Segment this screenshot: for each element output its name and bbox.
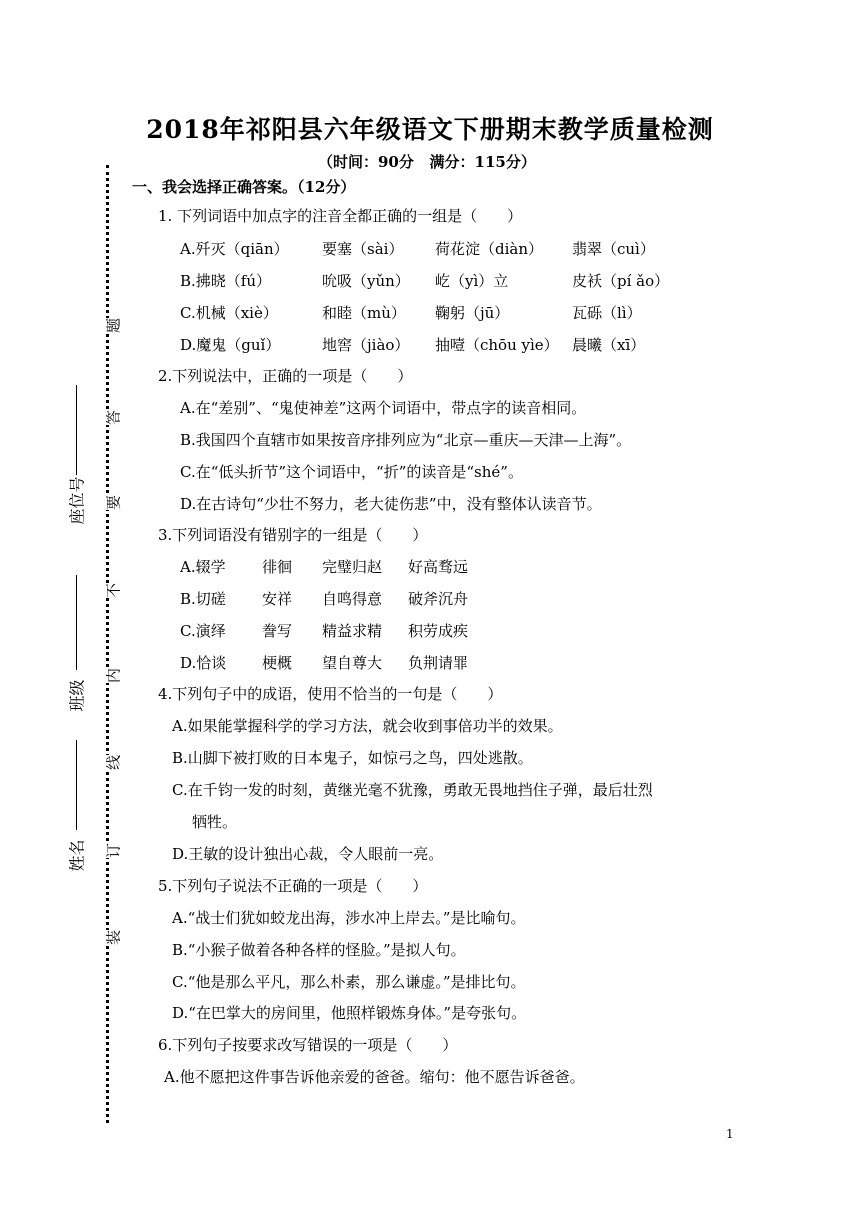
binding-word: 内: [102, 668, 126, 683]
option-text: C.“他是那么平凡，那么朴素，那么谦虚。”是排比句。: [172, 973, 526, 991]
binding-word: 答: [102, 410, 126, 425]
option-text: C.在千钧一发的时刻，黄继光毫不犹豫，勇敢无畏地挡住子弹，最后壮烈: [172, 781, 653, 799]
option-cell: 抽噎（chōu yìe）: [435, 336, 559, 354]
option-cell: 荷花淀（diàn）: [435, 240, 544, 258]
binding-dotted-line: [106, 165, 109, 1123]
question-stem: 5.下列句子说法不正确的一项是（ ）: [158, 877, 428, 895]
class-blank[interactable]: [76, 575, 77, 670]
binding-word: 订: [102, 843, 126, 858]
question-stem: 4.下列句子中的成语，使用不恰当的一句是（ ）: [158, 685, 503, 703]
option-text: A.他不愿把这件事告诉他亲爱的爸爸。缩句：他不愿告诉爸爸。: [164, 1068, 585, 1086]
name-blank[interactable]: [76, 740, 77, 830]
option-cell: 鞠躬（jū）: [435, 304, 510, 322]
binding-word: 要: [102, 495, 126, 510]
option-text: D.王敏的设计独出心裁，令人眼前一亮。: [172, 845, 444, 863]
option-cell: 安祥: [262, 590, 293, 608]
option-cell: 吮吸（yǔn）: [322, 272, 410, 290]
option-text: D.“在巴掌大的房间里，他照样锻炼身体。”是夸张句。: [172, 1004, 527, 1022]
question-stem: 2.下列说法中，正确的一项是（ ）: [158, 367, 413, 385]
option-cell: 完璧归赵: [322, 558, 383, 576]
binding-word: 线: [102, 755, 126, 770]
class-field[interactable]: [62, 575, 90, 721]
seat-number-label: 座位号: [67, 476, 87, 525]
option-cell: C.演绎: [180, 622, 226, 640]
option-cell: A.辍学: [180, 558, 226, 576]
option-cell: 皮袄（pí ǎo）: [572, 272, 670, 290]
option-text: A.在“差别”、“鬼使神差”这两个词语中，带点字的读音相同。: [180, 399, 587, 417]
class-label: 班级: [67, 679, 87, 712]
option-text: B.“小猴子做着各种各样的怪脸。”是拟人句。: [172, 941, 466, 959]
page-title: 2018年祁阳县六年级语文下册期末教学质量检测: [146, 115, 714, 144]
option-cell: B.拂晓（fú）: [180, 272, 272, 290]
option-cell: 屹（yì）立: [435, 272, 509, 290]
option-cell: 瓦砾（lì）: [572, 304, 642, 322]
option-cell: D.魔鬼（guǐ）: [180, 336, 281, 354]
option-cell: 地窖（jiào）: [322, 336, 410, 354]
name-field[interactable]: [62, 740, 90, 881]
option-text: D.在古诗句“少壮不努力，老大徒伤悲”中，没有整体认读音节。: [180, 495, 602, 513]
option-cell: 积劳成疾: [408, 622, 469, 640]
section-heading: 一、我会选择正确答案。（12分）: [132, 178, 356, 196]
binding-word: 装: [102, 930, 126, 945]
option-cell: 徘徊: [262, 558, 293, 576]
option-cell: 望自尊大: [322, 654, 383, 672]
option-cell: D.恰谈: [180, 654, 227, 672]
seat-number-field[interactable]: [62, 385, 90, 526]
seat-number-blank[interactable]: [76, 385, 77, 475]
option-text: A.“战士们犹如蛟龙出海，涉水冲上岸去。”是比喻句。: [172, 909, 526, 927]
option-cell: 负荆请罪: [408, 654, 469, 672]
question-stem: 1. 下列词语中加点字的注音全都正确的一组是（ ）: [158, 207, 523, 225]
option-cell: A.歼灭（qiān）: [180, 240, 289, 258]
option-cell: C.机械（xiè）: [180, 304, 278, 322]
option-cell: 和睦（mù）: [322, 304, 406, 322]
option-cell: 好高骛远: [408, 558, 469, 576]
option-cell: 梗概: [262, 654, 293, 672]
option-cell: B.切磋: [180, 590, 226, 608]
option-cell: 破斧沉舟: [408, 590, 469, 608]
question-stem: 6.下列句子按要求改写错误的一项是（ ）: [158, 1036, 458, 1054]
page-number: 1: [726, 1127, 734, 1141]
option-cell: 要塞（sài）: [322, 240, 404, 258]
binding-word: 不: [102, 583, 126, 598]
exam-info: （时间：90分 满分：115分）: [318, 153, 536, 171]
option-text: A.如果能掌握科学的学习方法，就会收到事倍功半的效果。: [172, 717, 563, 735]
name-label: 姓名: [67, 839, 87, 872]
option-text: B.我国四个直辖市如果按音序排列应为“北京—重庆—天津—上海”。: [180, 431, 632, 449]
option-cell: 晨曦（xī）: [572, 336, 646, 354]
option-text: B.山脚下被打败的日本鬼子，如惊弓之鸟，四处逃散。: [172, 749, 533, 767]
option-text-continued: 牺牲。: [192, 813, 238, 831]
option-cell: 自鸣得意: [322, 590, 383, 608]
option-text: C.在“低头折节”这个词语中，“折”的读音是“shé”。: [180, 463, 523, 481]
option-cell: 誊写: [262, 622, 293, 640]
option-cell: 精益求精: [322, 622, 383, 640]
question-stem: 3.下列词语没有错别字的一组是（ ）: [158, 526, 428, 544]
binding-word: 题: [102, 318, 126, 333]
option-cell: 翡翠（cuì）: [572, 240, 655, 258]
